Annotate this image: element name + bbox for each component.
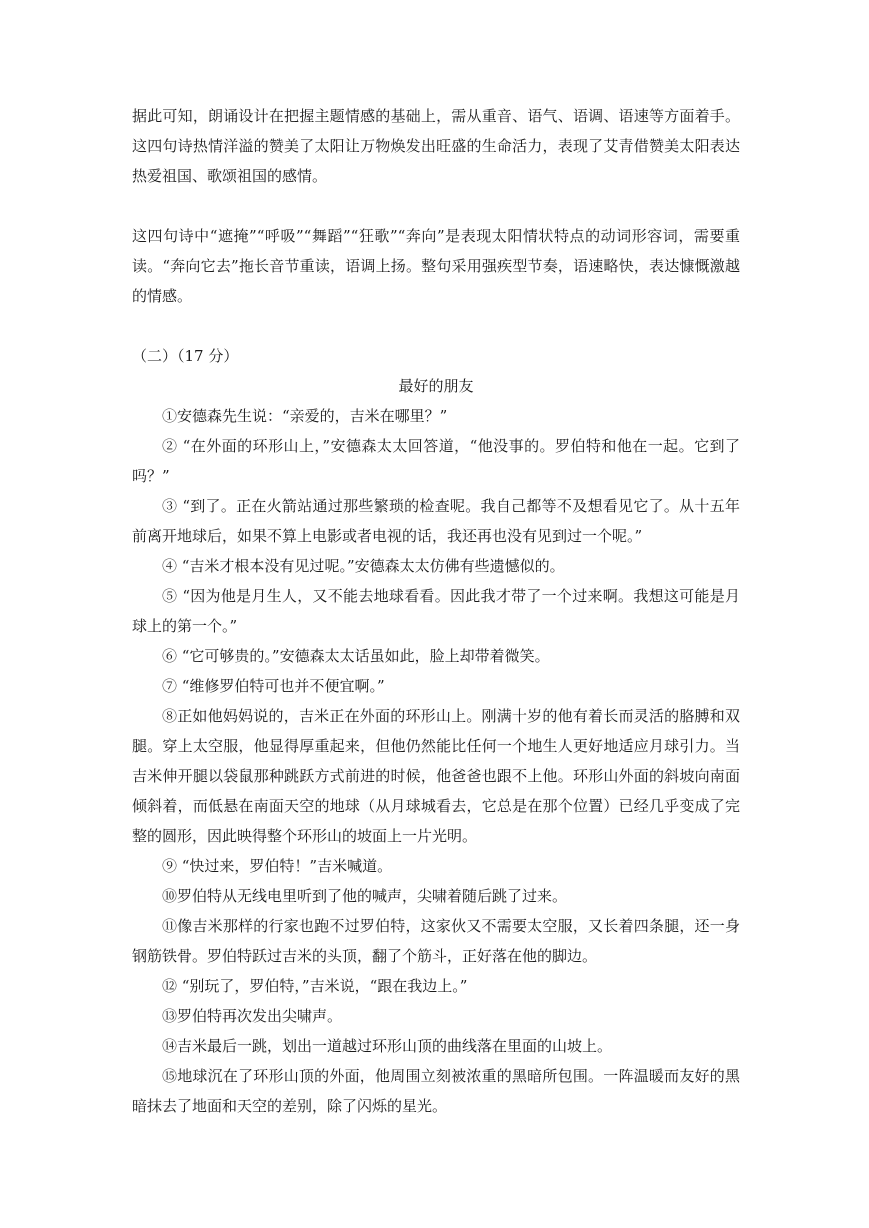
- story-paragraph: ⑩罗伯特从无线电里听到了他的喊声，尖啸着随后跳了过来。: [162, 887, 568, 905]
- story-paragraph: ② “在外面的环形山上，”安德森太太回答道，“他没事的。罗伯特和他在一起。它到了吗？”: [132, 437, 740, 485]
- analysis-paragraph-1: [132, 101, 740, 191]
- story-paragraph: ⑫ “别玩了，罗伯特，”吉米说，“跟在我边上。”: [162, 977, 468, 995]
- section-heading: （二）（17 分）: [132, 347, 239, 365]
- story-title: 最好的朋友: [398, 377, 474, 395]
- analysis-text-1: 据此可知，朗诵设计在把握主题情感的基础上，需从重音、语气、语调、语速等方面着手。这四句诗热情洋溢的赞美了太阳让万物焕发出旺盛的生命活力，表现了艾青借赞美太阳表达热爱祖国、歌颂祖国的感情。: [132, 107, 740, 185]
- story-paragraph: ⑪像吉米那样的行家也跑不过罗伯特，这家伙又不需要太空服，又长着四条腿，还一身钢筋铁骨。罗伯特跃过吉米的头顶，翻了个筋斗，正好落在他的脚边。: [132, 917, 740, 965]
- story-paragraph: ⑨ “快过来，罗伯特！”吉米喊道。: [162, 857, 393, 875]
- analysis-paragraph-2: [132, 221, 740, 311]
- story-paragraph: ⑭吉米最后一跳，划出一道越过环形山顶的曲线落在里面的山坡上。: [162, 1037, 613, 1055]
- story-paragraph: ⑥ “它可够贵的。”安德森太太话虽如此，脸上却带着微笑。: [162, 647, 550, 665]
- story-paragraph: ③ “到了。正在火箭站通过那些繁琐的检查呢。我自己都等不及想看见它了。从十五年前离开地球后，如果不算上电影或者电视的话，我还再也没有见到过一个呢。”: [132, 497, 740, 545]
- story-paragraph: ⑧正如他妈妈说的，吉米正在外面的环形山上。刚满十岁的他有着长而灵活的胳膊和双腿。穿上太空服，他显得厚重起来，但他仍然能比任何一个地生人更好地适应月球引力。当吉米伸开腿以袋鼠那种跳跃方式前进的时候，他爸爸也跟不上他。环形山外面的斜坡向南面倾斜着，而低悬在南面天空的地球（从月球城看去，它总是在那个位置）已经几乎变成了完整的圆形，因此映得整个环形山的坡面上一片光明。: [132, 707, 740, 845]
- story-paragraph: ⑦ “维修罗伯特可也并不便宜啊。”: [162, 677, 385, 695]
- analysis-text-2: 这四句诗中“遮掩”“呼吸”“舞蹈”“狂歌”“奔向”是表现太阳情状特点的动词形容词，需要重读。“奔向它去”拖长音节重读，语调上扬。整句采用强疾型节奏，语速略快，表达慷慨激越的情感。: [132, 227, 740, 305]
- story-body: [132, 401, 740, 1121]
- story-paragraph: ⑬罗伯特再次发出尖啸声。: [162, 1007, 343, 1025]
- story-paragraph: ④ “吉米才根本没有见过呢。”安德森太太仿佛有些遗憾似的。: [162, 557, 565, 575]
- story-paragraph: ⑮地球沉在了环形山顶的外面，他周围立刻被浓重的黑暗所包围。一阵温暖而友好的黑暗抹去了地面和天空的差别，除了闪烁的星光。: [132, 1067, 740, 1115]
- story-paragraph: ⑤ “因为他是月生人，又不能去地球看看。因此我才带了一个过来啊。我想这可能是月球上的第一个。”: [132, 587, 740, 635]
- story-paragraph: ①安德森先生说：“亲爱的，吉米在哪里？”: [162, 407, 448, 425]
